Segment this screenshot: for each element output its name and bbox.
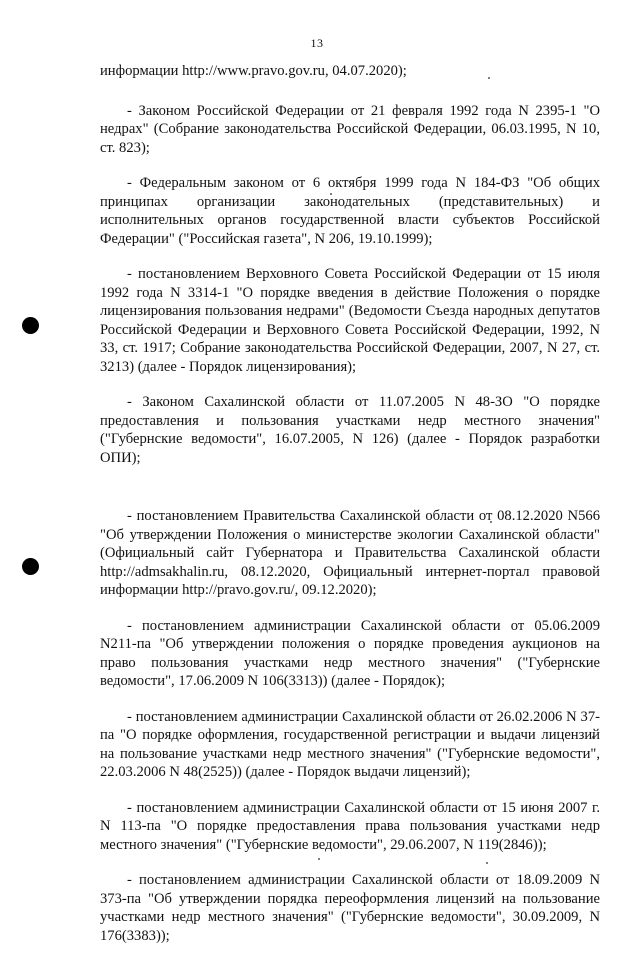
paragraph-administration-resolution-211: - постановлением администрации Сахалинской области от 05.06.2009 N211-па "Об утверждении положения о порядке проведения аукционов на право пользования участками недр местного значения" ("Губернские ведомости", 17.06.2009 N 106(3313)) (далее - Порядок); (100, 617, 600, 689)
punch-hole-mark (22, 317, 39, 334)
paragraph-federal-law-184: - Федеральным законом от 6 октября 1999 года N 184-ФЗ "Об общих принципах организации законодательных (представительных) и исполнительных органов государственной власти субъектов Российской Федерации" ("Российская газета", N 206, 19.10.1999); (100, 175, 600, 247)
punch-hole-mark (22, 558, 39, 575)
paragraph-law-on-subsoil: - Законом Российской Федерации от 21 февраля 1992 года N 2395-1 "О недрах" (Собрание законодательства Российской Федерации, 06.03.1995, N 10, ст. 823); (100, 102, 600, 156)
paragraph-continuation: информации http://www.pravo.gov.ru, 04.07.2020); (100, 63, 407, 79)
document-body (100, 62, 600, 962)
paragraph-supreme-council-resolution: - постановлением Верховного Совета Российской Федерации от 15 июля 1992 года N 3314-1 "О порядке введения в действие Положения о порядке лицензирования пользования недрами" (Ведомости Съезда народных депутатов Российской Федерации и Верховного Совета Российской Федерации, 1992, N 33, ст. 1917; Собрание законодательства Российской Федерации, 2007, N 27, ст. 3213) (далее - Порядок лицензирования); (100, 266, 600, 375)
paragraph-administration-resolution-373: - постановлением администрации Сахалинской области от 18.09.2009 N 373-па "Об утверждении порядка переоформления лицензий на пользование участками недр местного значения" ("Губернские ведомости", 30.09.2009, N 176(3383)); (100, 872, 600, 944)
page-number: 13 (310, 36, 324, 50)
paragraph-administration-resolution-113: - постановлением администрации Сахалинской области от 15 июня 2007 г. N 113-па "О порядке предоставления права пользования участками недр местного значения" ("Губернские ведомости", 29.06.2007, N 119(2846)); (100, 799, 600, 853)
paragraph-government-resolution-566: - постановлением Правительства Сахалинской области от 08.12.2020 N566 "Об утверждении Положения о министерстве экологии Сахалинской области" (Официальный сайт Губернатора и Правительства Сахалинской области http://admsakhalin.ru, 08.12.2020, Официальный интернет-портал правовой информации http://pravo.gov.ru/, 09.12.2020); (100, 508, 600, 598)
paragraph-administration-resolution-37: - постановлением администрации Сахалинской области от 26.02.2006 N 37-па "О порядке оформления, государственной регистрации и выдачи лицензий на пользование участками недр местного значения" ("Губернские ведомости", 22.03.2006 N 48(2525)) (далее - Порядок выдачи лицензий); (100, 708, 600, 780)
paragraph-sakhalin-law-48: - Законом Сахалинской области от 11.07.2005 N 48-ЗО "О порядке предоставления и пользования участками недр местного значения" ("Губернские ведомости", 16.07.2005, N 126) (далее - Порядок разработки ОПИ); (100, 394, 600, 466)
